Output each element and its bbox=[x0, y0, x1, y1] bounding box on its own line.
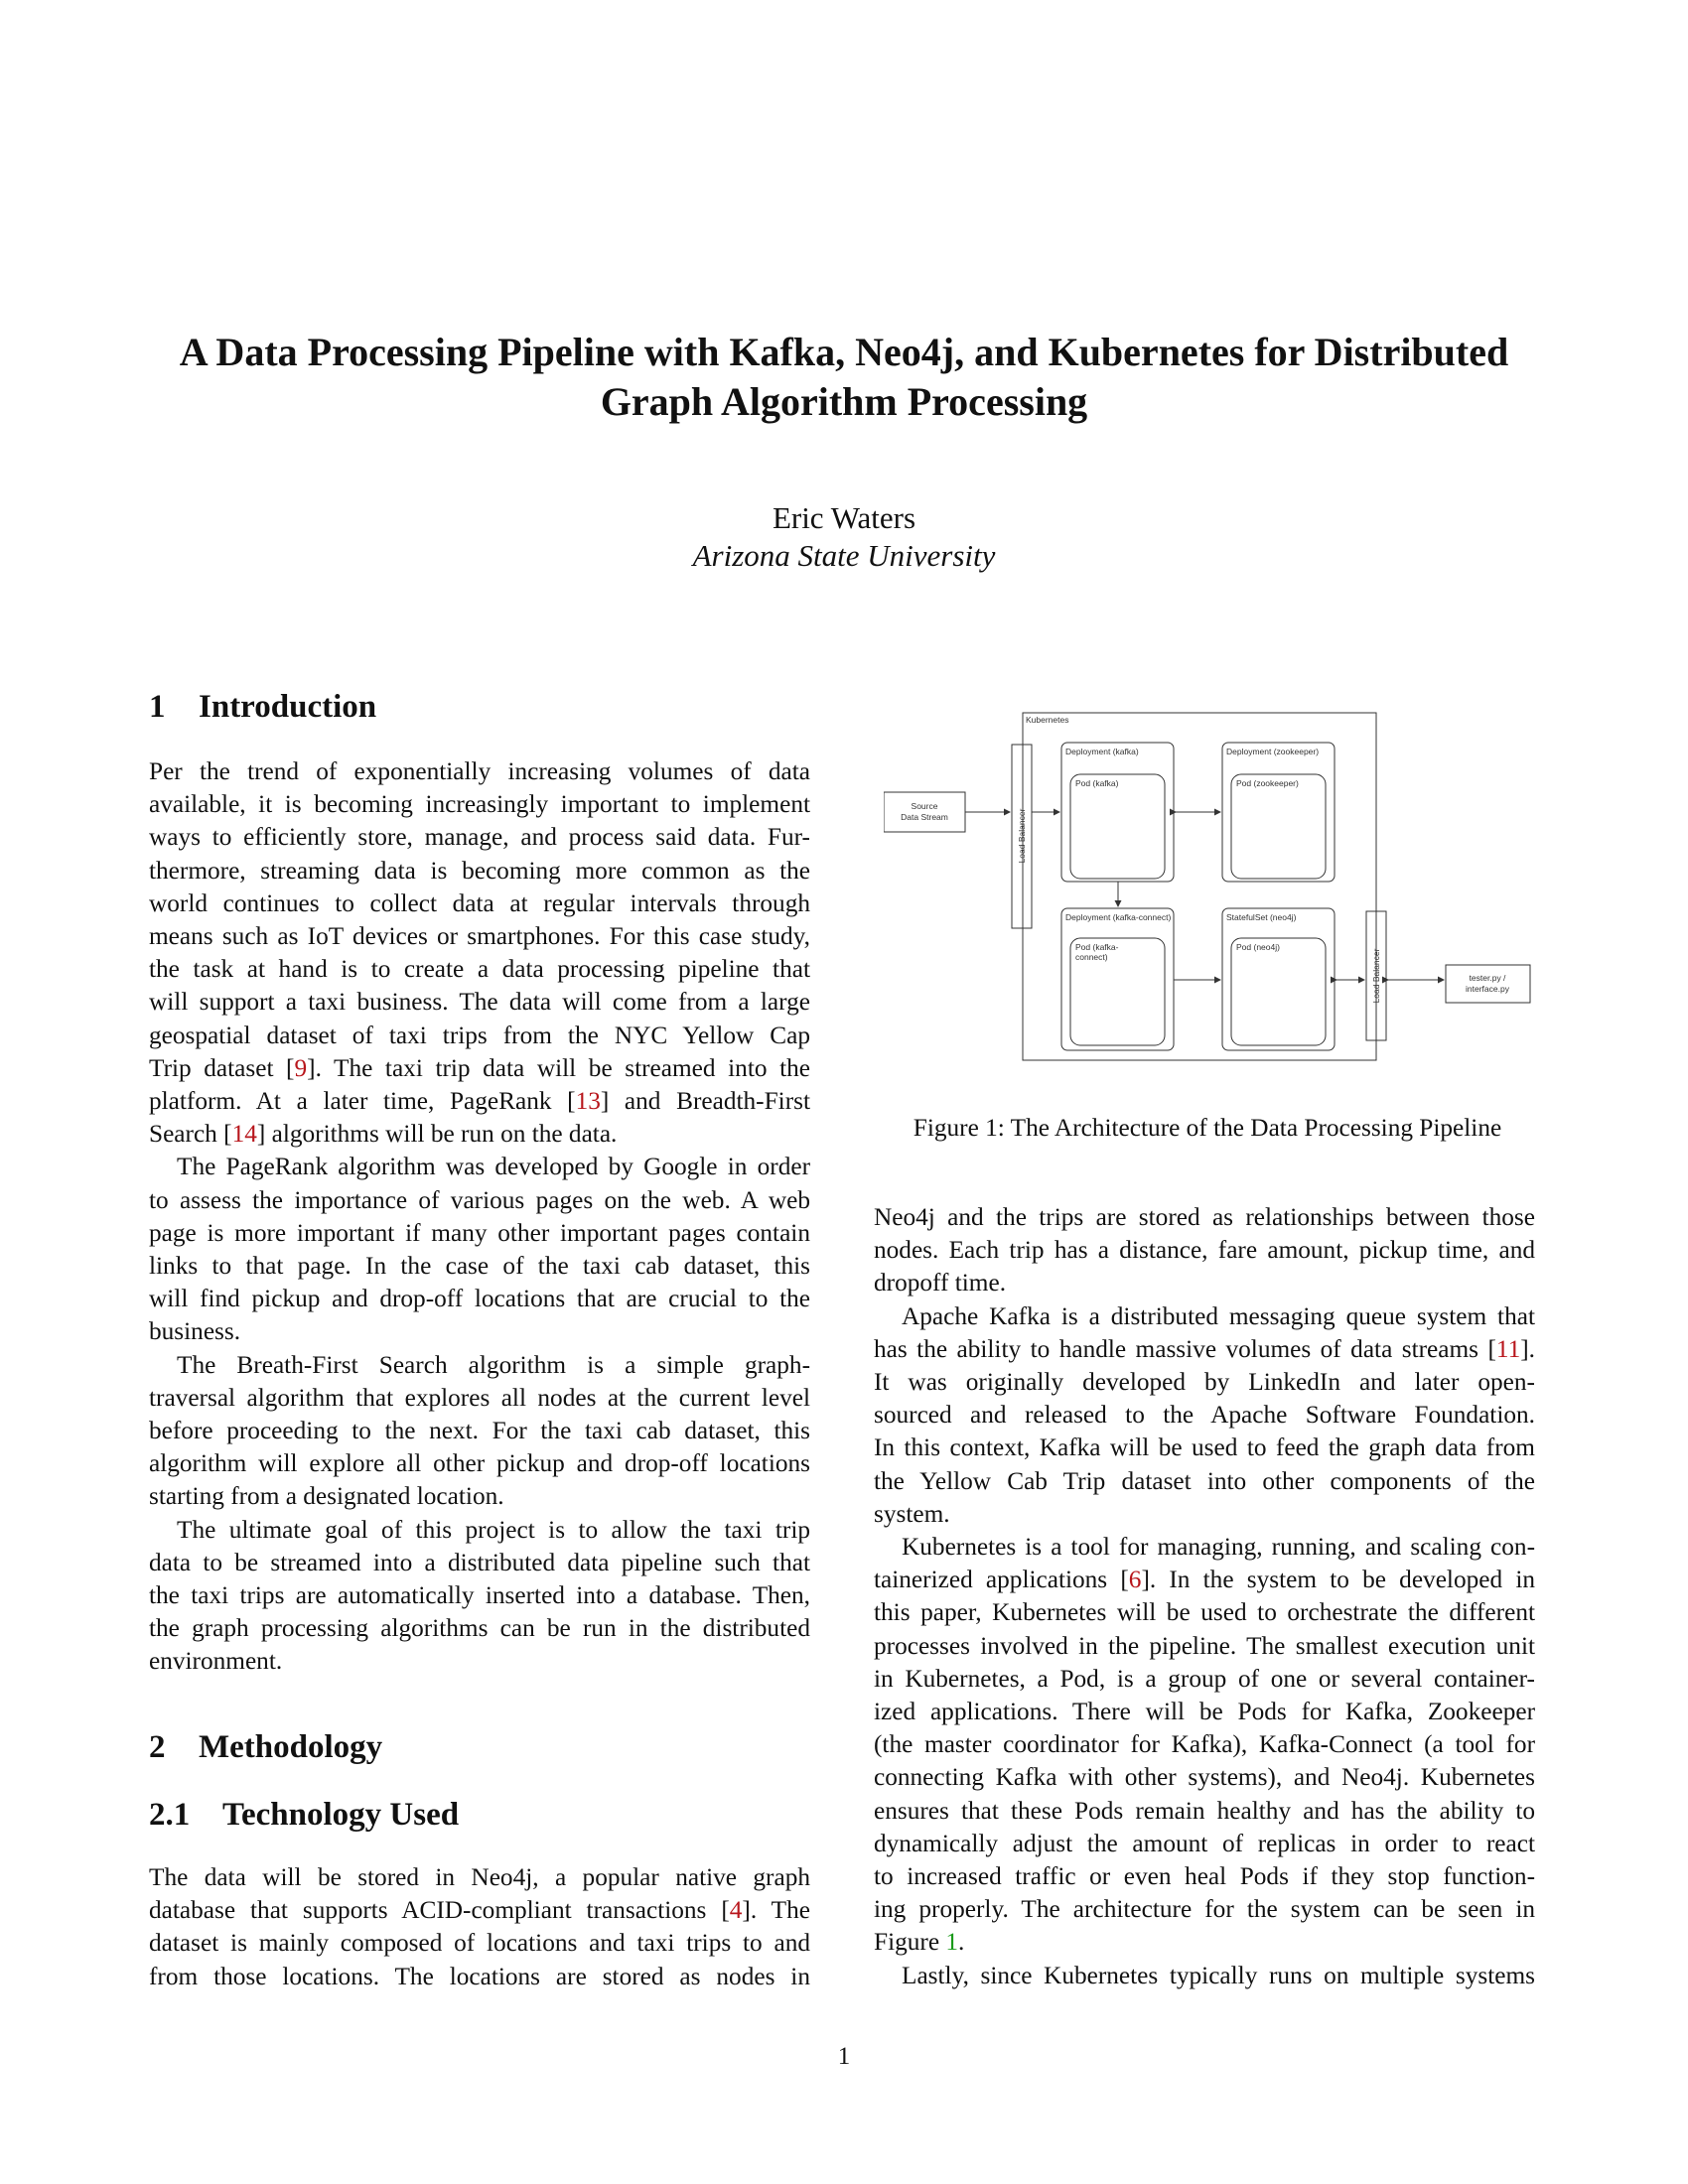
citation-link[interactable]: 14 bbox=[231, 1120, 257, 1149]
text-line: to assess the importance of various pages on the web. A web bbox=[149, 1185, 810, 1214]
text-line: Per the trend of exponentially increasing volumes of data bbox=[149, 757, 810, 785]
text-line: dataset is mainly composed of locations and taxi trips to and bbox=[149, 1929, 810, 1958]
text-line: Neo4j and the trips are stored as relationships between those bbox=[874, 1203, 1535, 1231]
text-line: Figure 1. bbox=[874, 1928, 965, 1957]
text-line: sourced and released to the Apache Software Foundation. bbox=[874, 1401, 1535, 1430]
section-number: 1 bbox=[149, 689, 166, 725]
text-line: world continues to collect data at regular intervals through bbox=[149, 888, 810, 917]
label-tester: interface.py bbox=[1466, 984, 1509, 994]
text-line: ized applications. There will be Pods for Kafka, Zookeeper bbox=[874, 1698, 1535, 1726]
author-name: Eric Waters bbox=[772, 500, 916, 535]
citation-link[interactable]: 4 bbox=[729, 1896, 743, 1925]
text-line: system. bbox=[874, 1499, 950, 1528]
citation-link[interactable]: 9 bbox=[294, 1053, 308, 1082]
text-line: ways to efficiently store, manage, and process said data. Fur- bbox=[149, 823, 810, 852]
label-pod-kafka-connect: connect) bbox=[1075, 952, 1108, 962]
label-deployment-zookeeper: Deployment (zookeeper) bbox=[1226, 747, 1320, 756]
text-line: Apache Kafka is a distributed messaging queue system that bbox=[902, 1301, 1535, 1330]
author-affiliation: Arizona State University bbox=[692, 538, 996, 573]
pod-zookeeper-box bbox=[1231, 774, 1326, 879]
label-pod-neo4j: Pod (neo4j) bbox=[1236, 942, 1280, 952]
section-title: Methodology bbox=[199, 1729, 383, 1765]
architecture-figure bbox=[884, 695, 1539, 1082]
pod-kafka-box bbox=[1070, 774, 1165, 879]
text-line: in Kubernetes, a Pod, is a group of one or several container- bbox=[874, 1664, 1535, 1693]
text-line: Lastly, since Kubernetes typically runs on multiple systems bbox=[902, 1961, 1535, 1989]
figure-reference-link[interactable]: 1 bbox=[945, 1928, 959, 1957]
text-line: The Breath-First Search algorithm is a simple graph- bbox=[177, 1350, 810, 1379]
statefulset-neo4j-box bbox=[1222, 908, 1335, 1050]
subsection-heading-technology-used bbox=[149, 1795, 459, 1835]
architecture-diagram bbox=[884, 695, 1539, 1082]
section-number: 2.1 bbox=[149, 1797, 191, 1833]
citation-link[interactable]: 13 bbox=[575, 1087, 601, 1116]
text-line: dropoff time. bbox=[874, 1269, 1007, 1297]
text-line: environment. bbox=[149, 1647, 283, 1676]
figure-caption: Figure 1: The Architecture of the Data Processing Pipeline bbox=[913, 1114, 1502, 1142]
paper-title bbox=[129, 328, 1559, 427]
text-line: the taxi trips are automatically inserted into a database. Then, bbox=[149, 1581, 810, 1609]
text-line: Search [14] algorithms will be run on the data. bbox=[149, 1120, 618, 1149]
label-tester: tester.py / bbox=[1469, 973, 1506, 983]
kubernetes-cluster-box bbox=[1023, 713, 1376, 1060]
intro-paragraph-2 bbox=[149, 1151, 810, 1348]
text-line: processes involved in the pipeline. The smallest execution unit bbox=[874, 1631, 1535, 1660]
text-line: the graph processing algorithms can be run in the distributed bbox=[149, 1614, 810, 1643]
label-deployment-kafka: Deployment (kafka) bbox=[1065, 747, 1139, 756]
text-line: business. bbox=[149, 1317, 241, 1346]
deployment-zookeeper-box bbox=[1222, 743, 1335, 882]
text-line: Kubernetes is a tool for managing, running, and scaling con- bbox=[902, 1533, 1535, 1561]
text-line: has the ability to handle massive volumes of data streams [11]. bbox=[874, 1334, 1535, 1363]
page-number: 1 bbox=[837, 2043, 851, 2070]
label-load-balancer: Load Balancer bbox=[1017, 808, 1027, 864]
section-heading-methodology bbox=[149, 1727, 382, 1767]
right-paragraph-4 bbox=[874, 1960, 1535, 1992]
right-paragraph-1 bbox=[874, 1201, 1535, 1300]
intro-paragraph-1 bbox=[149, 755, 810, 1151]
citation-link[interactable]: 11 bbox=[1495, 1334, 1521, 1363]
text-line: traversal algorithm that explores all nodes at the current level bbox=[149, 1383, 810, 1412]
text-line: before proceeding to the next. For the taxi cab dataset, this bbox=[149, 1417, 810, 1444]
text-line: links to that page. In the case of the taxi cab dataset, this bbox=[149, 1252, 810, 1280]
text-line: connecting Kafka with other systems), and Neo4j. Kubernetes bbox=[874, 1763, 1535, 1792]
section-title: Introduction bbox=[199, 689, 377, 725]
text-line: database that supports ACID-compliant transactions [4]. The bbox=[149, 1896, 810, 1925]
text-line: nodes. Each trip has a distance, fare amount, pickup time, and bbox=[874, 1236, 1535, 1265]
text-line: will support a taxi business. The data will come from a large bbox=[149, 988, 810, 1017]
text-line: algorithm will explore all other pickup and drop-off locations bbox=[149, 1449, 810, 1478]
label-source: Source bbox=[911, 801, 938, 811]
text-line: The data will be stored in Neo4j, a popular native graph bbox=[149, 1863, 810, 1891]
text-line: It was originally developed by LinkedIn and later open- bbox=[874, 1368, 1535, 1396]
text-line: the Yellow Cab Trip dataset into other components of the bbox=[874, 1466, 1535, 1495]
deployment-kafka-connect-box bbox=[1061, 908, 1174, 1050]
section-heading-introduction bbox=[149, 687, 376, 727]
right-paragraph-3 bbox=[874, 1531, 1535, 1960]
label-statefulset-neo4j: StatefulSet (neo4j) bbox=[1226, 912, 1297, 922]
text-line: ensures that these Pods remain healthy and has the ability to bbox=[874, 1796, 1535, 1825]
label-pod-kafka-connect: Pod (kafka- bbox=[1075, 942, 1119, 952]
text-line: In this context, Kafka will be used to feed the graph data from bbox=[874, 1433, 1535, 1462]
intro-paragraph-3 bbox=[149, 1349, 810, 1514]
label-deployment-kafka-connect: Deployment (kafka-connect) bbox=[1065, 912, 1172, 922]
text-line: means such as IoT devices or smartphones. For this case study, bbox=[149, 922, 810, 951]
pod-neo4j-box bbox=[1231, 938, 1326, 1045]
label-load-balancer: Load Balancer bbox=[1371, 948, 1381, 1004]
text-line: dynamically adjust the amount of replicas in order to react bbox=[874, 1829, 1535, 1857]
text-line: page is more important if many other important pages contain bbox=[149, 1218, 810, 1247]
text-line: data to be streamed into a distributed data pipeline such that bbox=[149, 1548, 810, 1576]
right-paragraph-2 bbox=[874, 1300, 1535, 1531]
title-line: Graph Algorithm Processing bbox=[600, 379, 1088, 424]
citation-link[interactable]: 6 bbox=[1128, 1566, 1142, 1594]
text-line: will find pickup and drop-off locations that are crucial to the bbox=[149, 1285, 810, 1313]
text-line: this paper, Kubernetes will be used to orchestrate the different bbox=[874, 1598, 1535, 1627]
section-number: 2 bbox=[149, 1729, 166, 1765]
label-kubernetes: Kubernetes bbox=[1026, 715, 1069, 725]
deployment-kafka-box bbox=[1061, 743, 1174, 882]
text-line: geospatial dataset of taxi trips from the NYC Yellow Cap bbox=[149, 1021, 810, 1049]
text-line: The ultimate goal of this project is to allow the taxi trip bbox=[177, 1515, 810, 1544]
text-line: ing properly. The architecture for the system can be seen in bbox=[874, 1895, 1535, 1924]
intro-paragraph-4 bbox=[149, 1514, 810, 1679]
text-line: from those locations. The locations are stored as nodes in bbox=[149, 1962, 810, 1990]
text-line: platform. At a later time, PageRank [13] and Breadth-First bbox=[149, 1087, 810, 1116]
label-source: Data Stream bbox=[901, 812, 948, 822]
text-line: The PageRank algorithm was developed by Google in order bbox=[177, 1153, 810, 1181]
label-pod-kafka: Pod (kafka) bbox=[1075, 778, 1119, 788]
section-title: Technology Used bbox=[222, 1797, 460, 1833]
text-line: thermore, streaming data is becoming more common as the bbox=[149, 856, 810, 885]
label-pod-zookeeper: Pod (zookeeper) bbox=[1236, 778, 1299, 788]
text-line: (the master coordinator for Kafka), Kafka-Connect (a tool for bbox=[874, 1730, 1535, 1759]
text-line: starting from a designated location. bbox=[149, 1482, 504, 1511]
text-line: available, it is becoming increasingly important to implement bbox=[149, 790, 810, 819]
text-line: to increased traffic or even heal Pods if they stop function- bbox=[874, 1862, 1535, 1891]
text-line: the task at hand is to create a data processing pipeline that bbox=[149, 955, 810, 984]
text-line: tainerized applications [6]. In the system to be developed in bbox=[874, 1566, 1536, 1594]
title-line: A Data Processing Pipeline with Kafka, Neo4j, and Kubernetes for Distributed bbox=[179, 330, 1509, 374]
technology-paragraph-1 bbox=[149, 1861, 810, 1993]
text-line: Trip dataset [9]. The taxi trip data will be streamed into the bbox=[149, 1053, 810, 1082]
